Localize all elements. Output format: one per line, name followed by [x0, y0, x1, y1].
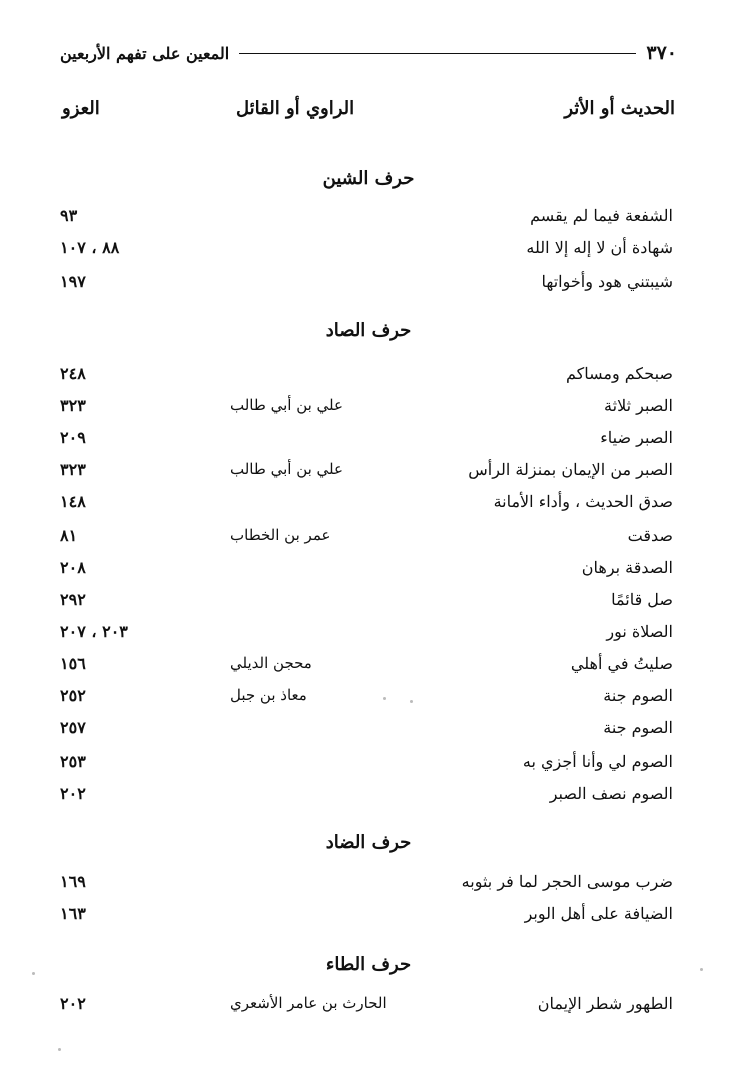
page-reference: ٩٣ — [60, 206, 78, 225]
hadith-text: الصوم نصف الصبر — [549, 784, 673, 803]
scan-speck — [383, 697, 386, 700]
hadith-text: الصوم جنة — [603, 718, 673, 737]
hadith-text: الصبر ثلاثة — [604, 396, 673, 415]
index-entry — [0, 558, 737, 584]
index-entry — [0, 994, 737, 1020]
index-entry — [0, 904, 737, 930]
hadith-text: الصلاة نور — [606, 622, 673, 641]
hadith-text: الصوم لي وأنا أجزي به — [522, 752, 673, 771]
page-reference: ٨١ — [60, 526, 78, 545]
page-reference: ٢٩٢ — [60, 590, 86, 609]
page-reference: ٢٠٩ — [60, 428, 86, 447]
page-reference: ٣٢٣ — [60, 460, 86, 479]
page-reference: ١٩٧ — [60, 272, 86, 291]
scan-speck — [700, 968, 703, 971]
index-entry — [0, 272, 737, 298]
hadith-text: صدقت — [627, 526, 673, 545]
page-reference: ٣٢٣ — [60, 396, 86, 415]
page-reference: ٢٠٢ — [60, 784, 86, 803]
index-entry — [0, 238, 737, 264]
column-header-narrator: الراوي أو القائل — [236, 98, 355, 119]
index-entry — [0, 872, 737, 898]
hadith-text: ضرب موسى الحجر لما فر بثوبه — [461, 872, 673, 891]
index-entry — [0, 526, 737, 552]
hadith-text: الصبر من الإيمان بمنزلة الرأس — [468, 460, 673, 479]
narrator-name: محجن الديلي — [230, 654, 312, 672]
index-entry — [0, 686, 737, 712]
index-entry — [0, 752, 737, 778]
index-entry — [0, 206, 737, 232]
page-reference: ١٥٦ — [60, 654, 86, 673]
index-entry — [0, 492, 737, 518]
hadith-text: صليتُ في أهلي — [570, 654, 673, 673]
index-entry — [0, 460, 737, 486]
hadith-text: الصوم جنة — [603, 686, 673, 705]
section-title-sad: حرف الصاد — [325, 320, 412, 341]
hadith-text: شيبتني هود وأخواتها — [541, 272, 673, 291]
page-reference: ١٦٣ — [60, 904, 86, 923]
header-rule — [239, 53, 636, 54]
running-header — [60, 38, 677, 68]
hadith-text: شهادة أن لا إله إلا الله — [526, 238, 673, 257]
index-entry — [0, 590, 737, 616]
narrator-name: عمر بن الخطاب — [230, 526, 331, 544]
section-title-sheen: حرف الشين — [322, 168, 415, 189]
book-title: المعين على تفهم الأربعين — [60, 43, 230, 63]
page-reference: ٢٥٢ — [60, 686, 86, 705]
hadith-text: الضيافة على أهل الوبر — [524, 904, 673, 923]
section-title-taa: حرف الطاء — [325, 954, 412, 975]
hadith-text: الشفعة فيما لم يقسم — [530, 206, 673, 225]
scan-speck — [32, 972, 35, 975]
narrator-name: معاذ بن جبل — [230, 686, 307, 704]
page-number: ٣٧٠ — [646, 42, 677, 64]
narrator-name: علي بن أبي طالب — [230, 396, 343, 414]
index-entry — [0, 396, 737, 422]
hadith-text: صدق الحديث ، وأداء الأمانة — [493, 492, 673, 511]
column-header-hadith: الحديث أو الأثر — [564, 98, 675, 119]
page-reference: ١٤٨ — [60, 492, 86, 511]
page-reference: ٢٥٧ — [60, 718, 86, 737]
index-entry — [0, 622, 737, 648]
hadith-text: صبحكم ومساكم — [565, 364, 673, 383]
section-title-dad: حرف الضاد — [325, 832, 412, 853]
index-entry — [0, 364, 737, 390]
page-reference: ٢٠٨ — [60, 558, 86, 577]
index-entry — [0, 718, 737, 744]
page-reference: ١٦٩ — [60, 872, 86, 891]
index-entry — [0, 654, 737, 680]
index-entry — [0, 784, 737, 810]
page-reference: ٢٠٣ ، ٢٠٧ — [60, 622, 128, 641]
narrator-name: علي بن أبي طالب — [230, 460, 343, 478]
hadith-text: صل قائمًا — [611, 590, 673, 609]
scan-speck — [58, 1048, 61, 1051]
page-reference: ٨٨ ، ١٠٧ — [60, 238, 120, 257]
page-reference: ٢٠٢ — [60, 994, 86, 1013]
hadith-text: الطهور شطر الإيمان — [537, 994, 673, 1013]
hadith-text: الصدقة برهان — [581, 558, 673, 577]
page-reference: ٢٥٣ — [60, 752, 86, 771]
scan-speck — [410, 700, 413, 703]
narrator-name: الحارث بن عامر الأشعري — [230, 994, 387, 1012]
column-header-source: العزو — [62, 98, 100, 119]
index-entry — [0, 428, 737, 454]
hadith-text: الصبر ضياء — [600, 428, 673, 447]
page-reference: ٢٤٨ — [60, 364, 86, 383]
